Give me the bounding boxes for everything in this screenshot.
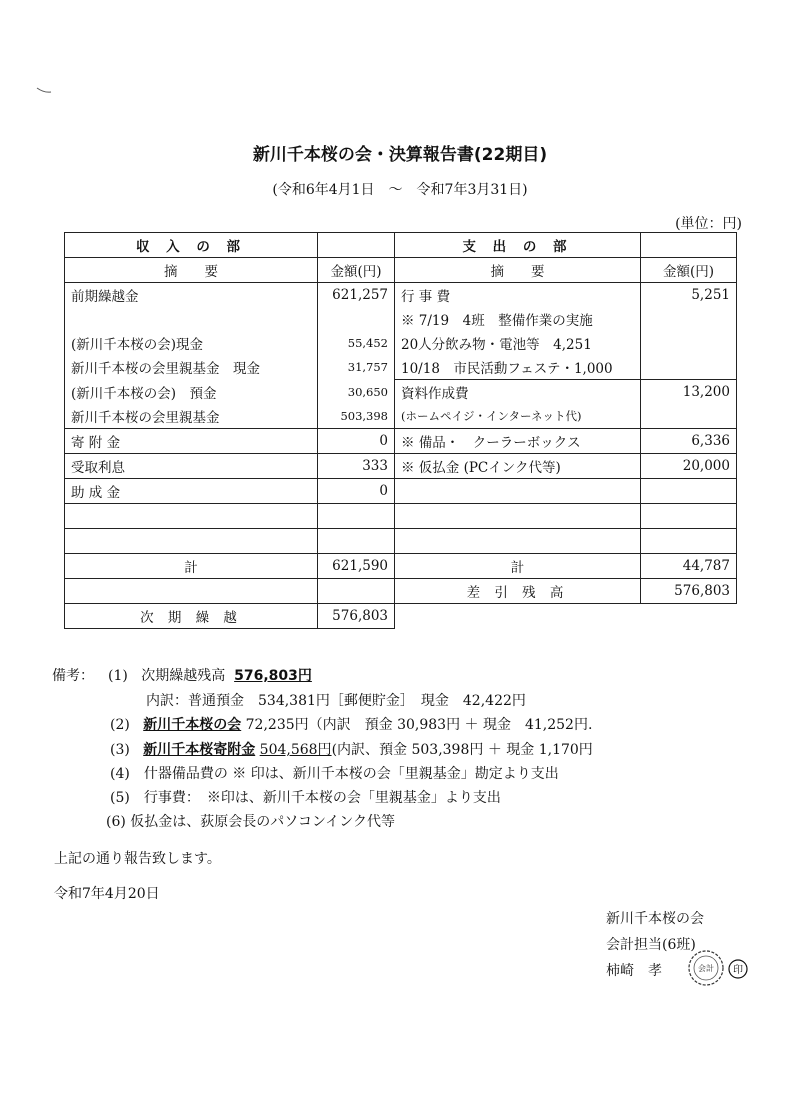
expense-amount	[641, 529, 737, 554]
income-desc: 新川千本桜の会里親基金	[65, 404, 318, 429]
balance-row	[65, 579, 737, 604]
expense-total-label: 計	[395, 554, 641, 579]
report-statement: 上記の通り報告致します。	[54, 851, 221, 867]
carry-row	[65, 604, 737, 629]
income-amount: 55,452	[318, 331, 395, 355]
expense-desc	[395, 479, 641, 504]
income-amount	[318, 529, 395, 554]
note-2-name: 新川千本桜の会	[143, 717, 242, 733]
expense-total: 44,787	[641, 554, 737, 579]
income-desc: (新川千本桜の会) 預金	[65, 380, 318, 405]
income-amount: 0	[318, 479, 395, 504]
expense-amount: 13,200	[641, 380, 737, 405]
balance-amount: 576,803	[641, 579, 737, 604]
expense-desc: 10/18 市民活動フェステ・1,000	[395, 355, 641, 380]
note-3-number: (3)	[110, 742, 130, 758]
unit-label: (単位：円)	[675, 216, 742, 232]
note-3-text: (内訳、預金 503,398円 ＋ 現金 1,170円	[331, 742, 593, 758]
table-row	[65, 504, 737, 529]
expense-desc	[395, 504, 641, 529]
expense-amount: 6,336	[641, 429, 737, 454]
income-amount: 503,398	[318, 404, 395, 429]
seal-mark: 印	[733, 965, 743, 976]
income-desc: 新川千本桜の会里親基金 現金	[65, 355, 318, 380]
note-4: (4) 什器備品費の ※ 印は、新川千本桜の会「里親基金」勘定より支出	[110, 766, 559, 782]
income-total: 621,590	[318, 554, 395, 579]
expense-amount	[641, 307, 737, 331]
blank-cell	[65, 579, 318, 604]
income-amount: 0	[318, 429, 395, 454]
report-period: (令和6年4月1日 ～ 令和7年3月31日)	[272, 182, 528, 198]
expense-desc: 20人分飲み物・電池等 4,251	[395, 331, 641, 355]
expense-desc-label: 摘 要	[395, 258, 641, 283]
expense-desc: 資料作成費	[395, 380, 641, 405]
income-desc: 寄 附 金	[65, 429, 318, 454]
income-amount	[318, 504, 395, 529]
notes-label: 備考：	[52, 668, 94, 684]
signature-org: 新川千本桜の会	[606, 911, 704, 927]
income-desc: 前期繰越金	[65, 283, 318, 308]
table-row	[65, 331, 737, 355]
note-3-name: 新川千本桜寄附金	[143, 742, 256, 758]
expense-amount	[641, 355, 737, 380]
report-date: 令和7年4月20日	[54, 886, 160, 902]
expense-desc: ※ 仮払金 (PCインク代等)	[395, 454, 641, 479]
expense-desc: ※ 7/19 4班 整備作業の実施	[395, 307, 641, 331]
income-amount: 333	[318, 454, 395, 479]
note-1-amount: 576,803円	[234, 668, 312, 684]
column-header-row	[65, 258, 737, 283]
note-2-number: (2)	[110, 717, 130, 733]
expense-amount	[641, 504, 737, 529]
empty-space	[395, 604, 641, 629]
table-row	[65, 283, 737, 308]
expense-amount: 20,000	[641, 454, 737, 479]
income-amount	[318, 307, 395, 331]
empty-space	[641, 604, 737, 629]
income-amount: 31,757	[318, 355, 395, 380]
table-row	[65, 380, 737, 405]
income-desc: 受取利息	[65, 454, 318, 479]
expense-desc: 行 事 費	[395, 283, 641, 308]
round-seal-text: 会計	[698, 964, 714, 973]
table-row	[65, 529, 737, 554]
report-title: 新川千本桜の会・決算報告書(22期目)	[252, 145, 548, 165]
expense-desc	[395, 529, 641, 554]
expense-header: 支 出 の 部	[395, 233, 641, 258]
carry-label: 次 期 繰 越	[65, 604, 318, 629]
income-desc: 助 成 金	[65, 479, 318, 504]
table-row	[65, 429, 737, 454]
signature-name: 柿崎 孝	[606, 963, 662, 979]
income-desc: (新川千本桜の会)現金	[65, 331, 318, 355]
round-seal-icon	[686, 948, 750, 988]
table-row	[65, 454, 737, 479]
note-5: (5) 行事費： ※印は、新川千本桜の会「里親基金」より支出	[110, 790, 501, 806]
table-row	[65, 307, 737, 331]
note-1-text: 次期繰越残高	[141, 668, 226, 684]
expense-desc: (ホームペイジ・インターネット代)	[395, 404, 641, 429]
income-desc	[65, 504, 318, 529]
scan-mark	[36, 86, 52, 94]
seal-stamps	[686, 948, 750, 988]
income-amount-label: 金額(円)	[318, 258, 395, 283]
table-row	[65, 355, 737, 380]
note-3-amount: 504,568円	[259, 742, 332, 758]
income-amount: 621,257	[318, 283, 395, 308]
income-amount: 30,650	[318, 380, 395, 405]
table-row	[65, 404, 737, 429]
carry-amount: 576,803	[318, 604, 395, 629]
expense-desc: ※ 備品・ クーラーボックス	[395, 429, 641, 454]
note-1-detail: 内訳：普通預金 534,381円［郵便貯金］ 現金 42,422円	[146, 693, 526, 709]
expense-amount	[641, 479, 737, 504]
income-desc	[65, 529, 318, 554]
total-row	[65, 554, 737, 579]
note-6: (6) 仮払金は、荻原会長のパソコンインク代等	[106, 814, 396, 830]
expense-amount	[641, 331, 737, 355]
income-desc-label: 摘 要	[65, 258, 318, 283]
income-desc	[65, 307, 318, 331]
expense-amount-label: 金額(円)	[641, 258, 737, 283]
income-header: 収 入 の 部	[65, 233, 318, 258]
note-2-text: 72,235円（内訳 預金 30,983円 ＋ 現金 41,252円.	[241, 717, 593, 733]
table-row	[65, 479, 737, 504]
blank-cell	[318, 579, 395, 604]
signature-role: 会計担当(6班)	[606, 937, 696, 953]
header-spacer	[641, 233, 737, 258]
settlement-table	[64, 232, 737, 629]
balance-label: 差 引 残 高	[395, 579, 641, 604]
income-total-label: 計	[65, 554, 318, 579]
header-spacer	[318, 233, 395, 258]
expense-amount	[641, 404, 737, 429]
section-header-row	[65, 233, 737, 258]
expense-amount: 5,251	[641, 283, 737, 308]
note-1-number: (1)	[108, 668, 128, 684]
